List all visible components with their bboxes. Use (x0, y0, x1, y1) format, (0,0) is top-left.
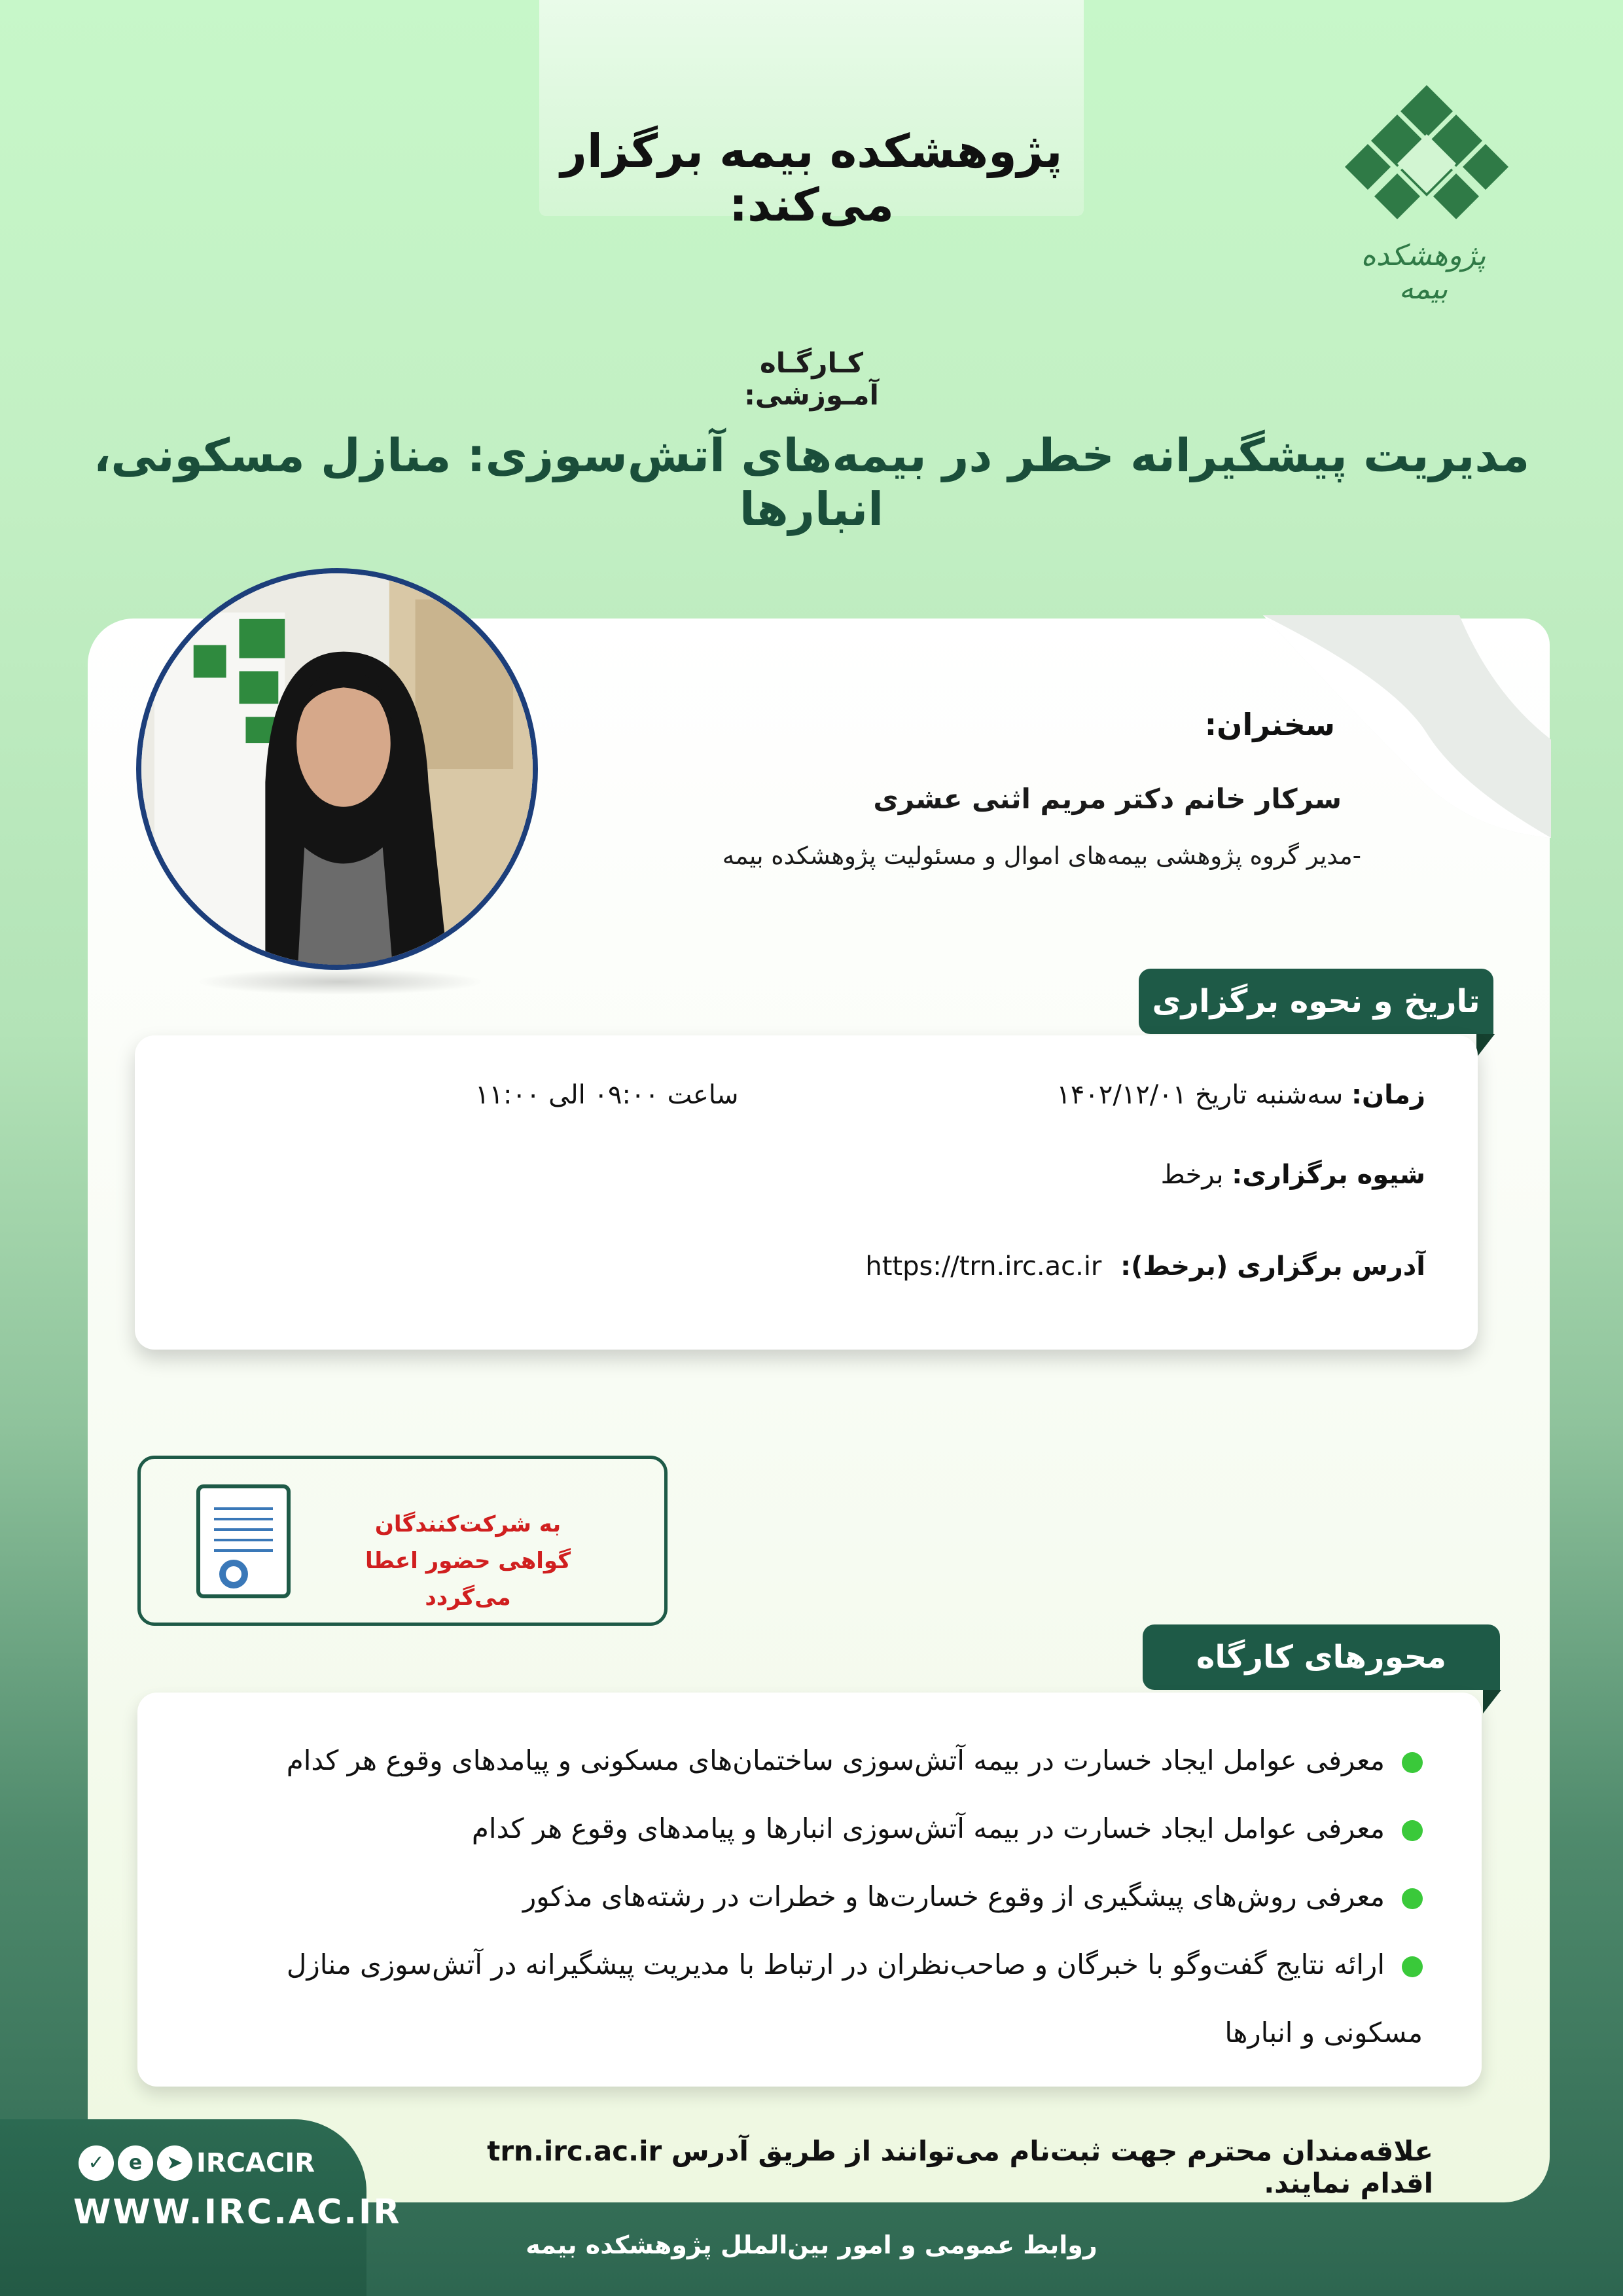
time-value: ساعت ۰۹:۰۰ الی ۱۱:۰۰ (475, 1080, 739, 1110)
bullet-icon (1402, 1752, 1423, 1773)
certificate-box (137, 1456, 668, 1626)
organizer-heading: پژوهشکده بیمه برگزار می‌کند: (560, 124, 1063, 232)
certificate-line-1: به شرکت‌کنندگان (374, 1511, 562, 1537)
whatsapp-icon[interactable]: ✓ (79, 2145, 114, 2181)
avatar-shadow (196, 969, 484, 995)
address-row (865, 1251, 1425, 1282)
certificate-icon (194, 1482, 293, 1600)
credit-line: روابط عمومی و امور بین‌الملل پژوهشکده بیمه (526, 2231, 1097, 2259)
workshop-title: مدیریت پیشگیرانه خطر در بیمه‌های آتش‌سوزی: منازل مسکونی، انبارها (93, 429, 1530, 536)
topic-text: معرفی روش‌های پیشگیری از وقوع خسارت‌ها و خطرات در رشته‌های مذکور (522, 1880, 1385, 1912)
bullet-icon (1402, 1956, 1423, 1977)
social-icons (75, 2145, 192, 2181)
topics-tab-notch (1483, 1690, 1501, 1713)
address-label: آدرس برگزاری (برخط): (1120, 1251, 1425, 1282)
method-row (1161, 1160, 1425, 1190)
schedule-tab-notch (1476, 1034, 1495, 1058)
address-link[interactable]: https://trn.irc.ac.ir (865, 1251, 1102, 1282)
workshop-label: کـارگـاه آمـوزشی: (744, 347, 879, 411)
eitaa-icon[interactable]: e (118, 2145, 153, 2181)
certificate-line-2: گواهی حضور اعطا می‌گردد (365, 1548, 571, 1611)
date-value: سه‌شنبه تاریخ ۱۴۰۲/۱۲/۰۱ (1056, 1080, 1344, 1110)
website-link[interactable]: WWW.IRC.AC.IR (73, 2193, 402, 2232)
schedule-tab: تاریخ و نحوه برگزاری (1139, 969, 1493, 1034)
bullet-icon (1402, 1888, 1423, 1909)
method-label: شیوه برگزاری: (1232, 1160, 1425, 1190)
speaker-role: -مدیر گروه پژوهشی بیمه‌های اموال و مسئولیت پژوهشکده بیمه (722, 842, 1361, 870)
speaker-photo (141, 573, 533, 965)
logo-caption: پژوهشکده بیمه (1361, 239, 1486, 306)
certificate-text (330, 1506, 605, 1616)
social-handle[interactable]: IRCACIR (196, 2148, 315, 2178)
time-label: زمان: (1351, 1080, 1425, 1110)
telegram-icon[interactable]: ➤ (157, 2145, 192, 2181)
speaker-name: سرکار خانم دکتر مریم اثنی عشری (873, 783, 1342, 815)
bullet-icon (1402, 1820, 1423, 1841)
topic-item (287, 1727, 1423, 1795)
topic-item (523, 1863, 1423, 1931)
topics-tab: محورهای کارگاه (1143, 1624, 1500, 1690)
topic-item (472, 1795, 1423, 1863)
time-row (1056, 1080, 1425, 1110)
topic-text: معرفی عوامل ایجاد خسارت در بیمه آتش‌سوزی انبارها و پیامدهای وقوع هر کدام (471, 1812, 1385, 1844)
topic-text: ارائه نتایج گفت‌وگو با خبرگان و صاحب‌نظران در ارتباط با مدیریت پیشگیرانه در آتش‌سوزی منازل مسکونی و انبارها (286, 1948, 1423, 2049)
topic-text: معرفی عوامل ایجاد خسارت در بیمه آتش‌سوزی ساختمان‌های مسکونی و پیامدهای وقوع هر کدام (286, 1744, 1385, 1776)
topic-item (199, 1931, 1423, 2067)
method-value: برخط (1160, 1160, 1224, 1190)
speakers-heading: سخنران: (1204, 707, 1335, 742)
schedule-box (135, 1035, 1478, 1350)
registration-note: علاقه‌مندان محترم جهت ثبت‌نام می‌توانند از طریق آدرس trn.irc.ac.ir اقدام نمایند. (487, 2135, 1433, 2199)
topics-box (137, 1693, 1482, 2087)
